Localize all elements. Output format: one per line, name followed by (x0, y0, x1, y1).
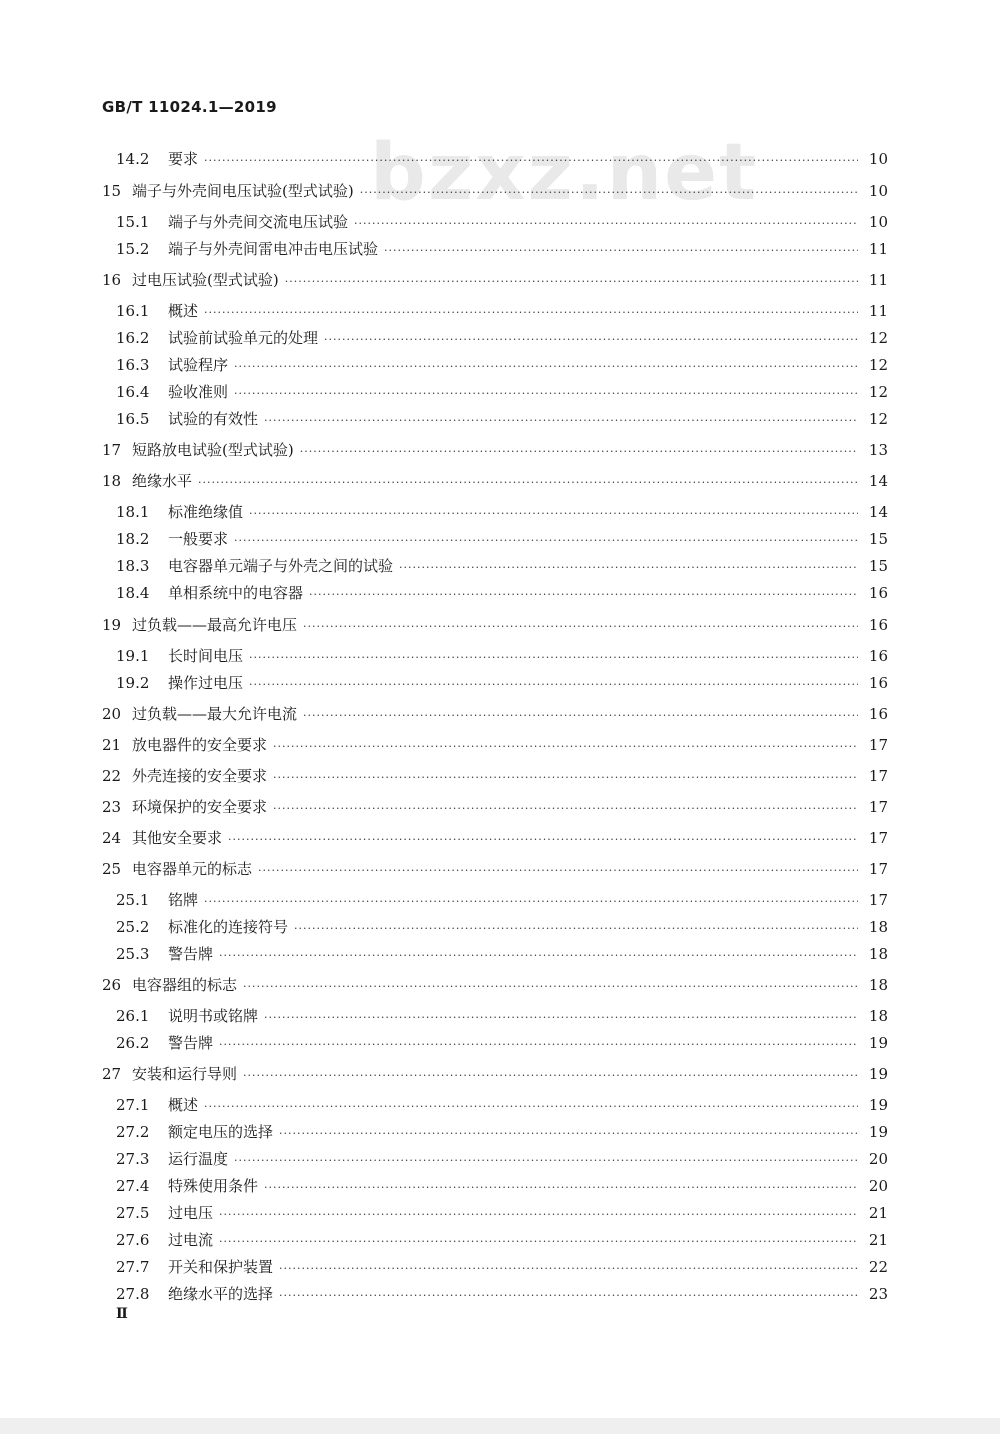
toc-entry-title: 长时间电压 (168, 647, 244, 665)
toc-entry[interactable] (116, 1229, 888, 1251)
toc-entry[interactable] (116, 211, 888, 233)
toc-entry[interactable] (116, 1283, 888, 1305)
toc-dot-leader (279, 1285, 858, 1307)
toc-entry-number: 25 (102, 860, 122, 878)
toc-entry[interactable] (116, 528, 888, 550)
toc-dot-leader (198, 472, 858, 494)
toc-entry-title: 概述 (168, 302, 199, 320)
toc-entry-page: 16 (868, 647, 888, 665)
toc-entry-title: 操作过电压 (168, 674, 244, 692)
toc-entry-page: 23 (868, 1285, 888, 1303)
toc-dot-leader (204, 891, 858, 913)
toc-entry-page: 18 (868, 976, 888, 994)
toc-dot-leader (234, 356, 858, 378)
toc-dot-leader (234, 530, 858, 552)
toc-entry[interactable] (116, 916, 888, 938)
toc-entry[interactable] (116, 354, 888, 376)
toc-entry-number: 14.2 (116, 150, 150, 168)
toc-dot-leader (219, 1034, 858, 1056)
toc-entry-number: 27.7 (116, 1258, 150, 1276)
toc-entry-page: 12 (868, 383, 888, 401)
toc-dot-leader (273, 798, 858, 820)
toc-dot-leader (294, 918, 858, 940)
toc-entry[interactable] (116, 943, 888, 965)
toc-entry-title: 过电压试验(型式试验) (132, 271, 279, 289)
toc-entry-page: 17 (868, 767, 888, 785)
toc-entry-page: 16 (868, 705, 888, 723)
toc-entry-page: 17 (868, 736, 888, 754)
toc-entry-title: 试验程序 (168, 356, 229, 374)
watermark-text: bzxz.net (370, 128, 759, 218)
toc-entry-page: 11 (868, 271, 888, 289)
toc-entry-page: 19 (868, 1123, 888, 1141)
toc-entry-page: 14 (868, 503, 888, 521)
toc-entry[interactable] (102, 269, 888, 291)
toc-entry[interactable] (116, 381, 888, 403)
toc-entry-page: 19 (868, 1096, 888, 1114)
toc-entry-number: 27.8 (116, 1285, 150, 1303)
toc-entry-title: 试验前试验单元的处理 (168, 329, 319, 347)
toc-entry-title: 特殊使用条件 (168, 1177, 259, 1195)
toc-entry-title: 说明书或铭牌 (168, 1007, 259, 1025)
toc-entry-title: 概述 (168, 1096, 199, 1114)
toc-entry[interactable] (102, 796, 888, 818)
toc-entry-page: 15 (868, 530, 888, 548)
toc-entry[interactable] (102, 974, 888, 996)
toc-entry-number: 19.2 (116, 674, 150, 692)
toc-dot-leader (309, 584, 858, 606)
toc-entry[interactable] (116, 300, 888, 322)
toc-entry-title: 安装和运行导则 (132, 1065, 238, 1083)
toc-entry-number: 22 (102, 767, 122, 785)
toc-entry[interactable] (102, 734, 888, 756)
toc-entry-number: 15 (102, 182, 122, 200)
toc-entry[interactable] (116, 582, 888, 604)
toc-entry-title: 电容器单元的标志 (132, 860, 253, 878)
toc-dot-leader (279, 1258, 858, 1280)
toc-dot-leader (264, 1177, 858, 1199)
toc-entry-page: 10 (868, 182, 888, 200)
toc-entry-title: 单相系统中的电容器 (168, 584, 304, 602)
toc-entry-title: 标准绝缘值 (168, 503, 244, 521)
toc-entry[interactable] (102, 827, 888, 849)
toc-dot-leader (243, 976, 858, 998)
toc-entry-number: 27.6 (116, 1231, 150, 1249)
toc-dot-leader (204, 1096, 858, 1118)
toc-entry-title: 额定电压的选择 (168, 1123, 274, 1141)
toc-entry-title: 过负载——最高允许电压 (132, 616, 298, 634)
toc-dot-leader (258, 860, 858, 882)
toc-entry[interactable] (116, 1175, 888, 1197)
toc-entry[interactable] (116, 1121, 888, 1143)
toc-entry-page: 16 (868, 616, 888, 634)
toc-entry-title: 标准化的连接符号 (168, 918, 289, 936)
toc-entry-title: 短路放电试验(型式试验) (132, 441, 294, 459)
toc-entry[interactable] (116, 1094, 888, 1116)
toc-entry-page: 16 (868, 584, 888, 602)
toc-entry-title: 电容器组的标志 (132, 976, 238, 994)
toc-entry-page: 22 (868, 1258, 888, 1276)
toc-entry-page: 12 (868, 410, 888, 428)
toc-entry-title: 验收准则 (168, 383, 229, 401)
toc-entry-page: 21 (868, 1231, 888, 1249)
toc-dot-leader (300, 441, 858, 463)
toc-entry-title: 试验的有效性 (168, 410, 259, 428)
toc-dot-leader (249, 503, 858, 525)
toc-entry-number: 16.2 (116, 329, 150, 347)
toc-entry-number: 26.2 (116, 1034, 150, 1052)
toc-dot-leader (354, 213, 858, 235)
toc-entry-number: 17 (102, 441, 122, 459)
toc-entry-page: 10 (868, 213, 888, 231)
toc-entry-page: 20 (868, 1150, 888, 1168)
toc-entry-page: 19 (868, 1034, 888, 1052)
toc-entry-page: 17 (868, 829, 888, 847)
toc-entry[interactable] (116, 889, 888, 911)
toc-entry-page: 11 (868, 302, 888, 320)
toc-entry[interactable] (116, 408, 888, 430)
toc-entry-number: 24 (102, 829, 122, 847)
toc-entry-number: 26.1 (116, 1007, 150, 1025)
toc-entry[interactable] (102, 703, 888, 725)
toc-entry-page: 14 (868, 472, 888, 490)
toc-entry-page: 12 (868, 356, 888, 374)
toc-entry-page: 15 (868, 557, 888, 575)
toc-dot-leader (384, 240, 858, 262)
toc-dot-leader (285, 271, 858, 293)
toc-dot-leader (273, 736, 858, 758)
toc-entry-number: 18.2 (116, 530, 150, 548)
toc-entry-number: 18.1 (116, 503, 150, 521)
toc-entry[interactable] (116, 1148, 888, 1170)
toc-entry-title: 铭牌 (168, 891, 199, 909)
toc-entry-number: 21 (102, 736, 122, 754)
toc-entry[interactable] (116, 1202, 888, 1224)
toc-entry-number: 25.3 (116, 945, 150, 963)
toc-entry-number: 15.2 (116, 240, 150, 258)
toc-entry-number: 16 (102, 271, 122, 289)
toc-entry-page: 18 (868, 1007, 888, 1025)
toc-entry[interactable] (116, 1256, 888, 1278)
toc-dot-leader (273, 767, 858, 789)
toc-entry-title: 警告牌 (168, 945, 214, 963)
toc-entry[interactable] (102, 765, 888, 787)
toc-entry[interactable] (116, 501, 888, 523)
toc-entry-title: 端子与外壳间雷电冲击电压试验 (168, 240, 379, 258)
toc-entry-title: 过电压 (168, 1204, 214, 1222)
toc-dot-leader (234, 1150, 858, 1172)
toc-entry-number: 25.1 (116, 891, 150, 909)
toc-entry-number: 27.5 (116, 1204, 150, 1222)
toc-entry-number: 19.1 (116, 647, 150, 665)
toc-entry-page: 19 (868, 1065, 888, 1083)
toc-dot-leader (264, 410, 858, 432)
toc-entry-title: 运行温度 (168, 1150, 229, 1168)
toc-entry[interactable] (102, 614, 888, 636)
toc-entry-page: 17 (868, 860, 888, 878)
toc-entry-page: 16 (868, 674, 888, 692)
toc-entry-number: 18 (102, 472, 122, 490)
toc-entry-number: 16.5 (116, 410, 150, 428)
toc-dot-leader (360, 182, 858, 204)
toc-dot-leader (219, 1231, 858, 1253)
toc-entry-number: 18.3 (116, 557, 150, 575)
toc-entry[interactable] (116, 555, 888, 577)
toc-entry-number: 15.1 (116, 213, 150, 231)
toc-entry-title: 过电流 (168, 1231, 214, 1249)
toc-entry[interactable] (102, 470, 888, 492)
toc-dot-leader (234, 383, 858, 405)
toc-entry-number: 27 (102, 1065, 122, 1083)
toc-entry-page: 18 (868, 945, 888, 963)
page-number: Ⅱ (116, 1306, 128, 1322)
toc-entry-number: 27.2 (116, 1123, 150, 1141)
toc-dot-leader (303, 616, 858, 638)
toc-entry-number: 20 (102, 705, 122, 723)
toc-dot-leader (279, 1123, 858, 1145)
toc-entry-number: 16.3 (116, 356, 150, 374)
toc-entry[interactable] (102, 439, 888, 461)
toc-entry-number: 16.4 (116, 383, 150, 401)
toc-entry-title: 警告牌 (168, 1034, 214, 1052)
toc-entry-title: 电容器单元端子与外壳之间的试验 (168, 557, 394, 575)
toc-entry-page: 18 (868, 918, 888, 936)
toc-entry[interactable] (116, 672, 888, 694)
toc-entry-title: 过负载——最大允许电流 (132, 705, 298, 723)
toc-entry-page: 20 (868, 1177, 888, 1195)
toc-entry-title: 绝缘水平 (132, 472, 193, 490)
toc-dot-leader (243, 1065, 858, 1087)
toc-dot-leader (204, 150, 858, 172)
toc-entry-page: 12 (868, 329, 888, 347)
toc-entry-number: 19 (102, 616, 122, 634)
toc-dot-leader (249, 674, 858, 696)
toc-entry-number: 25.2 (116, 918, 150, 936)
viewer-bottom-bar (0, 1418, 1000, 1434)
toc-entry-number: 27.1 (116, 1096, 150, 1114)
toc-dot-leader (249, 647, 858, 669)
toc-dot-leader (219, 1204, 858, 1226)
toc-entry[interactable] (116, 1032, 888, 1054)
toc-entry-title: 放电器件的安全要求 (132, 736, 268, 754)
toc-entry-number: 18.4 (116, 584, 150, 602)
toc-dot-leader (219, 945, 858, 967)
toc-dot-leader (228, 829, 858, 851)
toc-entry-title: 其他安全要求 (132, 829, 223, 847)
toc-entry[interactable] (116, 148, 888, 170)
toc-dot-leader (264, 1007, 858, 1029)
toc-entry-number: 27.3 (116, 1150, 150, 1168)
toc-entry-title: 开关和保护装置 (168, 1258, 274, 1276)
toc-dot-leader (324, 329, 858, 351)
toc-entry[interactable] (102, 180, 888, 202)
toc-entry-number: 26 (102, 976, 122, 994)
toc-entry-number: 23 (102, 798, 122, 816)
standard-number-header: GB/T 11024.1—2019 (102, 98, 277, 116)
toc-dot-leader (399, 557, 858, 579)
toc-entry-title: 要求 (168, 150, 199, 168)
toc-entry[interactable] (116, 1005, 888, 1027)
toc-entry-number: 16.1 (116, 302, 150, 320)
toc-entry[interactable] (102, 858, 888, 880)
toc-entry-page: 13 (868, 441, 888, 459)
toc-entry[interactable] (116, 645, 888, 667)
toc-entry-page: 11 (868, 240, 888, 258)
toc-entry-title: 一般要求 (168, 530, 229, 548)
toc-entry-page: 21 (868, 1204, 888, 1222)
toc-entry-title: 端子与外壳间交流电压试验 (168, 213, 349, 231)
toc-entry-number: 27.4 (116, 1177, 150, 1195)
toc-entry-title: 环境保护的安全要求 (132, 798, 268, 816)
toc-entry-page: 17 (868, 891, 888, 909)
toc-dot-leader (204, 302, 858, 324)
toc-entry-title: 绝缘水平的选择 (168, 1285, 274, 1303)
toc-entry[interactable] (116, 327, 888, 349)
toc-entry[interactable] (102, 1063, 888, 1085)
toc-dot-leader (303, 705, 858, 727)
toc-entry-title: 端子与外壳间电压试验(型式试验) (132, 182, 354, 200)
toc-entry-page: 17 (868, 798, 888, 816)
toc-entry[interactable] (116, 238, 888, 260)
toc-entry-page: 10 (868, 150, 888, 168)
toc-entry-title: 外壳连接的安全要求 (132, 767, 268, 785)
